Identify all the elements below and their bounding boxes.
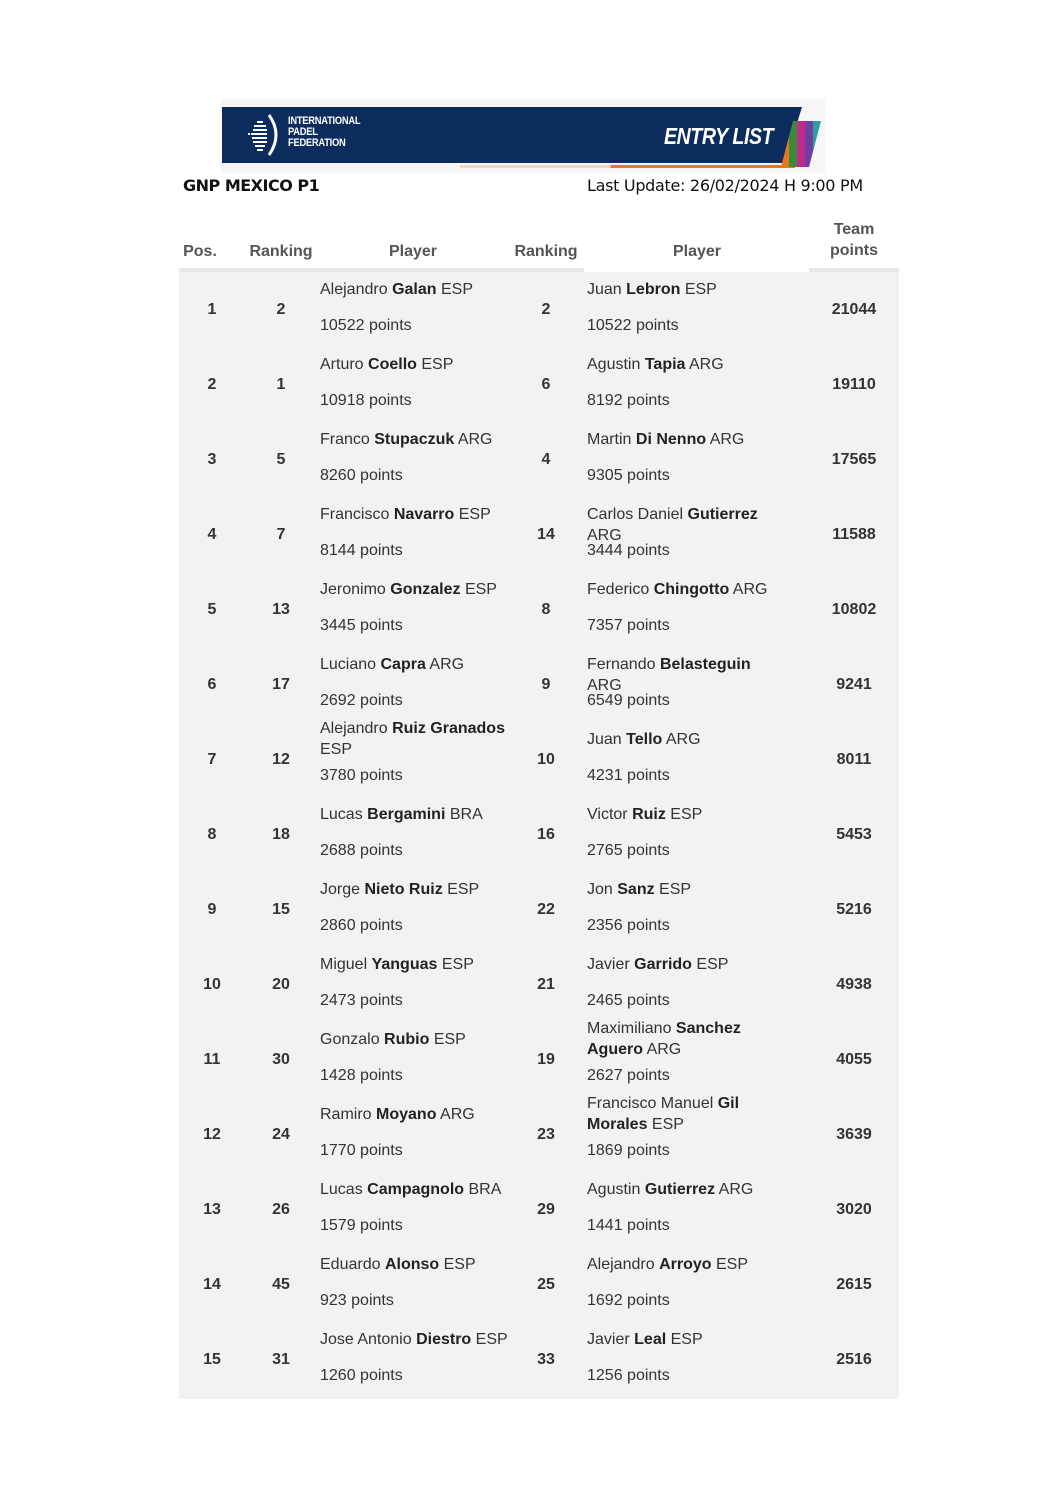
player-1-first-name: Lucas: [320, 806, 363, 823]
position: 3: [207, 450, 217, 468]
player-2-name: [587, 954, 728, 975]
player-1-nationality: ESP: [443, 1256, 476, 1273]
player-2-ranking: 22: [537, 900, 555, 918]
team-points: 4938: [836, 975, 872, 993]
position: 14: [203, 1275, 221, 1293]
player-1-points: 3780 points: [320, 767, 403, 784]
player-2-last-name: Leal: [634, 1331, 667, 1348]
table-row: [179, 872, 899, 947]
player-2-ranking: 8: [541, 600, 551, 618]
player-1-name: [320, 1254, 476, 1275]
player-1-name: [320, 279, 473, 300]
player-2-name: [587, 654, 787, 696]
player-2-last-name: Lebron: [626, 281, 681, 298]
header-team-points-line2: points: [830, 242, 878, 259]
player-1-nationality: ESP: [475, 1331, 508, 1348]
player-1-name: [320, 718, 520, 760]
team-points: 19110: [832, 375, 876, 393]
player-1-name: [320, 804, 483, 825]
player-2-first-name: Alejandro: [587, 1256, 655, 1273]
player-2-first-name: Jon: [587, 881, 613, 898]
position: 4: [207, 525, 217, 543]
player-2-name: [587, 429, 744, 450]
player-1-ranking: 7: [276, 525, 286, 543]
player-2-nationality: ESP: [670, 806, 703, 823]
player-1-points: 2860 points: [320, 917, 403, 934]
player-2-ranking: 4: [541, 450, 551, 468]
player-2-first-name: Javier: [587, 956, 630, 973]
player-1-ranking: 1: [276, 375, 286, 393]
player-1-nationality: ESP: [421, 356, 454, 373]
table-row: [179, 572, 899, 647]
player-2-points: 1692 points: [587, 1292, 670, 1309]
player-1-points: 1579 points: [320, 1217, 403, 1234]
position: 10: [203, 975, 221, 993]
banner-title: ENTRY LIST: [664, 123, 774, 149]
player-1-last-name: Alonso: [384, 1256, 440, 1273]
player-1-last-name: Campagnolo: [367, 1181, 465, 1198]
player-1-first-name: Jose Antonio: [320, 1331, 412, 1348]
player-2-ranking: 29: [537, 1200, 555, 1218]
player-1-name: [320, 1029, 466, 1050]
player-2-nationality: ARG: [709, 431, 745, 448]
player-1-name: [320, 354, 453, 375]
player-2-ranking: 23: [537, 1125, 555, 1143]
header-team-points-line1: Team: [833, 221, 875, 238]
table-row: [179, 797, 899, 872]
table-row: [179, 1172, 899, 1247]
player-1-last-name: Coello: [368, 356, 417, 373]
player-1-first-name: Jorge: [320, 881, 361, 898]
player-1-nationality: ESP: [433, 1031, 466, 1048]
player-2-last-name: Di Nenno: [635, 431, 707, 448]
team-points: 11588: [832, 525, 876, 543]
player-2-last-name: Tapia: [644, 356, 686, 373]
player-1-nationality: ESP: [447, 881, 480, 898]
player-2-points: 3444 points: [587, 542, 670, 559]
banner-accent-line: [460, 165, 795, 168]
player-2-first-name: Juan: [587, 731, 622, 748]
position: 15: [203, 1350, 221, 1368]
player-1-name: [320, 1329, 508, 1350]
player-2-nationality: ESP: [670, 1331, 703, 1348]
player-1-last-name: Ruiz Granados: [392, 720, 505, 737]
position: 12: [203, 1125, 221, 1143]
table-row: [179, 347, 899, 422]
player-1-last-name: Rubio: [384, 1031, 430, 1048]
player-1-ranking: 45: [272, 1275, 290, 1293]
position: 7: [207, 750, 217, 768]
player-2-nationality: ARG: [665, 731, 701, 748]
player-1-ranking: 2: [276, 300, 286, 318]
player-1-points: 8144 points: [320, 542, 403, 559]
position: 5: [207, 600, 217, 618]
player-2-nationality: ARG: [689, 356, 724, 373]
player-2-ranking: 9: [541, 675, 551, 693]
player-2-points: 2465 points: [587, 992, 670, 1009]
player-2-name: [587, 1254, 748, 1275]
player-2-ranking: 14: [537, 525, 555, 543]
team-points: 9241: [836, 675, 872, 693]
player-1-first-name: Eduardo: [320, 1256, 381, 1273]
team-points: 8011: [836, 750, 872, 768]
player-1-name: [320, 579, 497, 600]
player-2-name: [587, 879, 691, 900]
logo-line: INTERNATIONAL: [288, 115, 361, 127]
table-row: [179, 647, 899, 722]
player-2-name: [587, 579, 767, 600]
player-2-points: 1869 points: [587, 1142, 670, 1159]
player-2-first-name: Carlos Daniel: [587, 506, 684, 523]
logo-line: FEDERATION: [288, 137, 346, 149]
player-1-nationality: BRA: [468, 1181, 502, 1198]
player-2-ranking: 2: [541, 300, 551, 318]
player-1-ranking: 18: [272, 825, 290, 843]
player-2-nationality: ESP: [651, 1116, 684, 1133]
player-2-last-name: Chingotto: [653, 581, 730, 598]
player-1-last-name: Galan: [392, 281, 437, 298]
player-1-ranking: 26: [272, 1200, 290, 1218]
player-1-points: 1770 points: [320, 1142, 403, 1159]
player-2-points: 9305 points: [587, 467, 670, 484]
player-1-points: 2473 points: [320, 992, 403, 1009]
player-2-last-name: Gutierrez: [687, 506, 758, 523]
entry-list-banner: [221, 99, 825, 173]
position: 9: [207, 900, 217, 918]
player-1-name: [320, 879, 479, 900]
position: 11: [203, 1050, 221, 1068]
player-2-last-name: Sanz: [617, 881, 655, 898]
event-title: GNP MEXICO P1: [183, 176, 320, 195]
player-1-first-name: Franco: [320, 431, 370, 448]
team-points: 3020: [836, 1200, 872, 1218]
player-1-nationality: ESP: [440, 281, 473, 298]
table-row: [179, 947, 899, 1022]
player-1-first-name: Jeronimo: [320, 581, 386, 598]
player-1-points: 1428 points: [320, 1067, 403, 1084]
table-row: [179, 422, 899, 497]
table-body: [179, 272, 899, 1399]
player-1-ranking: 24: [272, 1125, 290, 1143]
table-row: [179, 1322, 899, 1397]
player-2-first-name: Agustin: [587, 356, 641, 373]
player-1-points: 10522 points: [320, 317, 412, 334]
player-2-points: 7357 points: [587, 617, 670, 634]
team-points: 2615: [836, 1275, 872, 1293]
player-2-ranking: 10: [537, 750, 555, 768]
player-1-ranking: 17: [272, 675, 290, 693]
player-1-ranking: 20: [272, 975, 290, 993]
player-2-points: 2627 points: [587, 1067, 670, 1084]
team-points: 10802: [831, 600, 877, 618]
table-header: [179, 222, 899, 272]
player-1-name: [320, 1179, 501, 1200]
player-2-name: [587, 504, 787, 546]
player-1-last-name: Capra: [380, 656, 426, 673]
player-2-first-name: Martin: [587, 431, 632, 448]
entry-list-table: [179, 222, 899, 1399]
player-1-ranking: 13: [272, 600, 290, 618]
player-1-nationality: ESP: [458, 506, 491, 523]
player-1-nationality: ARG: [440, 1106, 475, 1123]
player-2-name: [587, 804, 702, 825]
player-2-nationality: ARG: [587, 677, 622, 694]
player-1-points: 923 points: [320, 1292, 394, 1309]
player-2-last-name: Ruiz: [632, 806, 666, 823]
position: 2: [207, 375, 217, 393]
player-2-first-name: Juan: [587, 281, 622, 298]
position: 8: [207, 825, 217, 843]
player-2-ranking: 33: [537, 1350, 555, 1368]
player-2-name: [587, 1018, 787, 1060]
player-1-nationality: ESP: [320, 741, 353, 758]
player-2-ranking: 25: [537, 1275, 555, 1293]
player-1-first-name: Alejandro: [320, 720, 388, 737]
header-team-points: [819, 219, 889, 261]
player-2-last-name: Garrido: [634, 956, 692, 973]
player-2-first-name: Fernando: [587, 656, 656, 673]
player-2-nationality: ESP: [715, 1256, 748, 1273]
header-player-1: Player: [388, 243, 438, 260]
player-1-ranking: 31: [272, 1350, 290, 1368]
player-2-first-name: Federico: [587, 581, 650, 598]
header-ranking-1: Ranking: [249, 243, 313, 260]
player-2-points: 10522 points: [587, 317, 679, 334]
player-1-first-name: Gonzalo: [320, 1031, 380, 1048]
team-points: 3639: [836, 1125, 872, 1143]
player-1-nationality: BRA: [449, 806, 483, 823]
player-2-name: [587, 1329, 703, 1350]
player-2-last-name: Sanchez Aguero: [587, 1020, 741, 1058]
table-row: [179, 497, 899, 572]
player-2-last-name: Gil Morales: [587, 1095, 740, 1133]
player-2-name: [587, 354, 724, 375]
player-1-last-name: Nieto Ruiz: [364, 881, 443, 898]
header-ranking-2: Ranking: [514, 243, 578, 260]
table-row: [179, 722, 899, 797]
player-2-nationality: ESP: [659, 881, 692, 898]
player-2-last-name: Belasteguin: [659, 656, 751, 673]
table-row: [179, 272, 899, 347]
player-1-name: [320, 954, 474, 975]
team-points: 2516: [836, 1350, 872, 1368]
player-2-ranking: 6: [541, 375, 551, 393]
player-1-last-name: Navarro: [393, 506, 455, 523]
player-1-name: [320, 429, 493, 450]
table-row: [179, 1247, 899, 1322]
player-1-ranking: 5: [276, 450, 286, 468]
player-2-nationality: ESP: [684, 281, 717, 298]
player-2-first-name: Javier: [587, 1331, 630, 1348]
player-2-last-name: Arroyo: [659, 1256, 712, 1273]
player-2-ranking: 21: [537, 975, 555, 993]
player-1-ranking: 15: [272, 900, 290, 918]
player-1-name: [320, 504, 491, 525]
player-2-points: 1256 points: [587, 1367, 670, 1384]
player-2-ranking: 19: [537, 1050, 555, 1068]
player-1-last-name: Yanguas: [371, 956, 438, 973]
player-1-points: 2692 points: [320, 692, 403, 709]
player-2-points: 4231 points: [587, 767, 670, 784]
team-points: 17565: [831, 450, 877, 468]
player-1-name: [320, 1104, 475, 1125]
player-2-last-name: Tello: [626, 731, 663, 748]
player-2-first-name: Maximiliano: [587, 1020, 672, 1037]
player-1-points: 2688 points: [320, 842, 403, 859]
player-1-last-name: Moyano: [376, 1106, 437, 1123]
player-1-nationality: ESP: [441, 956, 474, 973]
table-row: [179, 1022, 899, 1097]
player-2-first-name: Agustin: [587, 1181, 641, 1198]
player-1-ranking: 30: [272, 1050, 290, 1068]
player-1-nationality: ARG: [429, 656, 465, 673]
player-2-name: [587, 279, 717, 300]
player-2-nationality: ARG: [587, 527, 622, 544]
team-points: 5216: [836, 900, 872, 918]
player-2-nationality: ARG: [646, 1041, 682, 1058]
player-2-nationality: ARG: [732, 581, 768, 598]
player-1-first-name: Ramiro: [320, 1106, 372, 1123]
position: 13: [203, 1200, 221, 1218]
header-pos: Pos.: [183, 243, 217, 260]
player-1-first-name: Luciano: [320, 656, 377, 673]
player-2-points: 1441 points: [587, 1217, 670, 1234]
player-1-ranking: 12: [272, 750, 290, 768]
player-2-first-name: Francisco Manuel: [587, 1095, 714, 1112]
ipf-logo-text: [288, 116, 360, 149]
player-1-first-name: Francisco: [320, 506, 390, 523]
position: 6: [207, 675, 217, 693]
player-2-nationality: ARG: [718, 1181, 754, 1198]
player-1-last-name: Stupaczuk: [374, 431, 455, 448]
player-1-points: 8260 points: [320, 467, 403, 484]
last-update: Last Update: 26/02/2024 H 9:00 PM: [587, 176, 863, 195]
player-1-points: 3445 points: [320, 617, 403, 634]
player-2-last-name: Gutierrez: [644, 1181, 716, 1198]
player-2-points: 6549 points: [587, 692, 670, 709]
player-2-name: [587, 1093, 787, 1135]
team-points: 21044: [831, 300, 877, 318]
player-1-points: 10918 points: [320, 392, 412, 409]
player-1-last-name: Diestro: [416, 1331, 472, 1348]
player-1-first-name: Alejandro: [320, 281, 388, 298]
player-2-name: [587, 729, 701, 750]
team-points: 4055: [836, 1050, 872, 1068]
player-2-nationality: ESP: [696, 956, 729, 973]
player-1-first-name: Lucas: [320, 1181, 363, 1198]
logo-line: PADEL: [288, 126, 318, 138]
ipf-ball-icon: [247, 113, 285, 157]
player-2-points: 8192 points: [587, 392, 670, 409]
player-1-points: 1260 points: [320, 1367, 403, 1384]
player-1-last-name: Gonzalez: [390, 581, 461, 598]
player-1-name: [320, 654, 464, 675]
player-2-first-name: Victor: [587, 806, 628, 823]
player-1-nationality: ARG: [457, 431, 493, 448]
player-1-first-name: Arturo: [320, 356, 364, 373]
player-1-nationality: ESP: [464, 581, 497, 598]
player-2-name: [587, 1179, 753, 1200]
player-2-ranking: 16: [537, 825, 555, 843]
player-1-first-name: Miguel: [320, 956, 368, 973]
header-player-2: Player: [672, 243, 722, 260]
table-row: [179, 1097, 899, 1172]
player-2-points: 2765 points: [587, 842, 670, 859]
player-2-points: 2356 points: [587, 917, 670, 934]
player-1-last-name: Bergamini: [367, 806, 446, 823]
team-points: 5453: [836, 825, 872, 843]
position: 1: [207, 300, 217, 318]
